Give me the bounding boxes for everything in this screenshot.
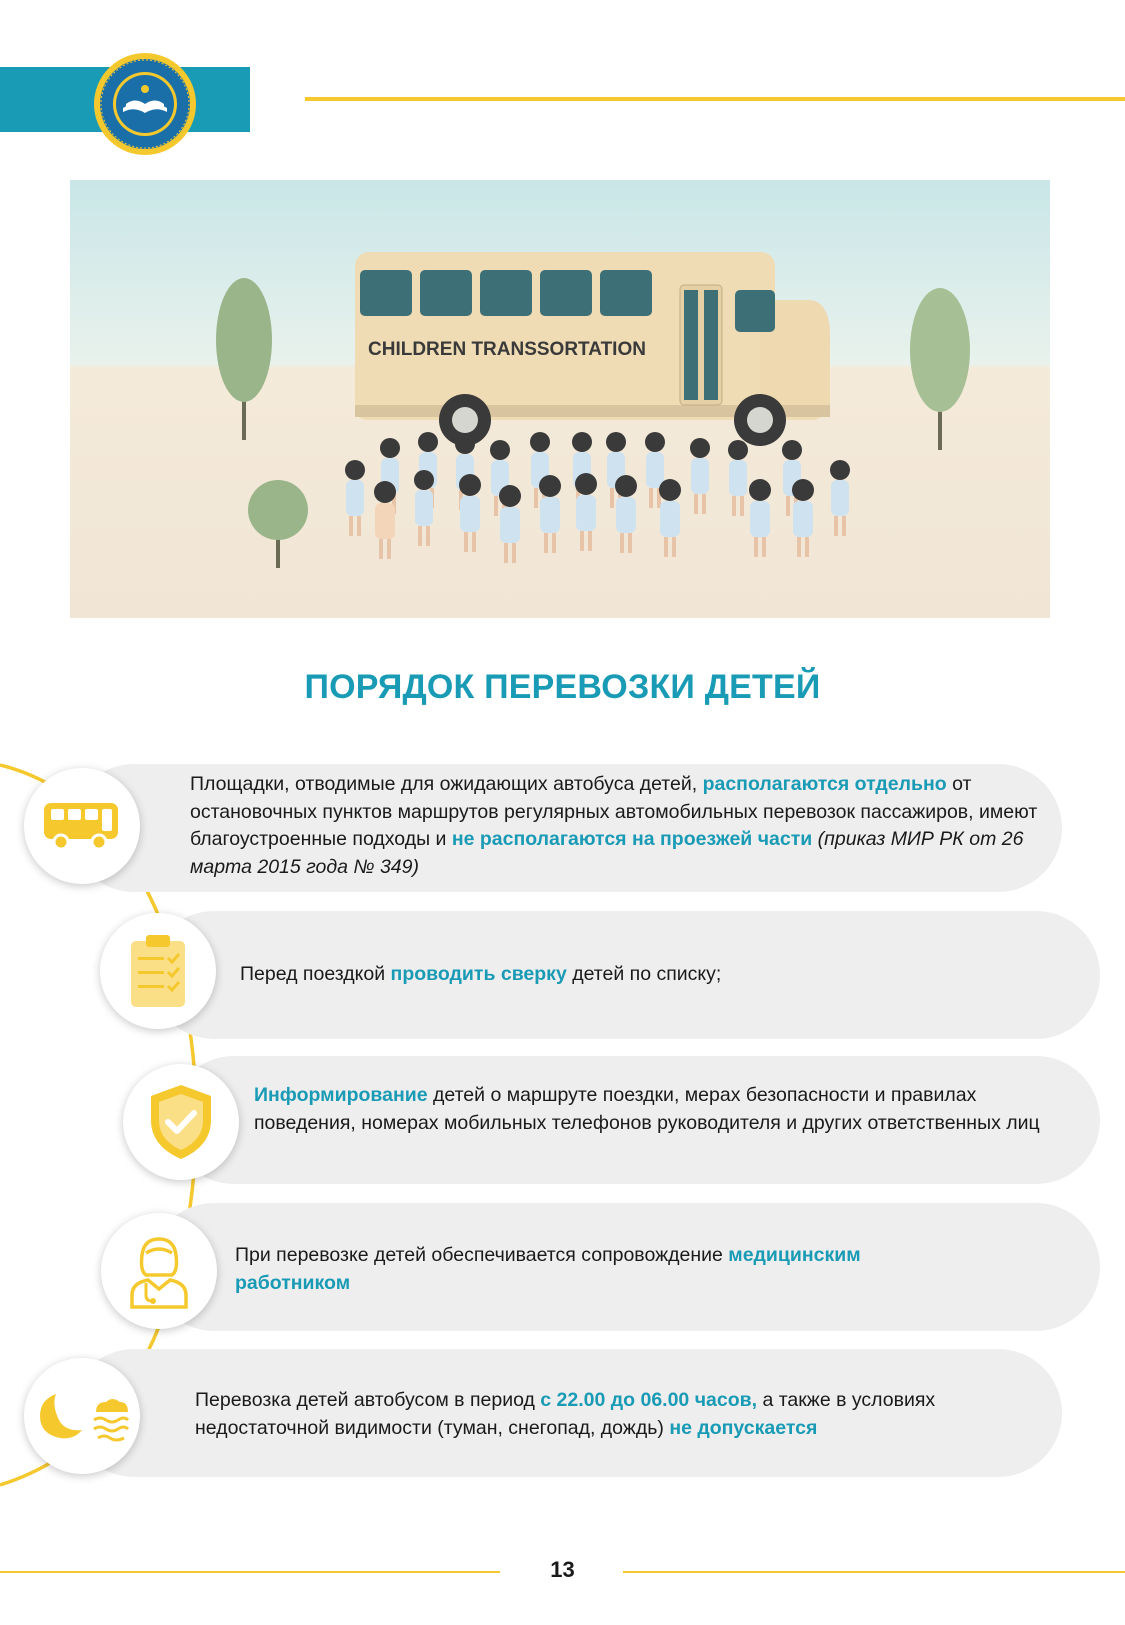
text-segment: Перед поездкой (240, 963, 391, 985)
hero-illustration (70, 180, 1050, 618)
header-divider (305, 97, 1125, 101)
order-reference: (приказ МИР РК от 26 марта 2015 года № 349) (190, 828, 1024, 878)
text-segment: от остановочных пунктов маршрутов регулярных автомобильных перевозок пассажиров, имеют благоустроенные подходы и (190, 773, 1038, 850)
info-text-night-ban (195, 1387, 985, 1442)
text-segment: Перевозка детей автобусом в период (195, 1389, 541, 1411)
highlight-text: медицинским работником (235, 1244, 861, 1294)
section-title: ПОРЯДОК ПЕРЕВОЗКИ ДЕТЕЙ (304, 668, 821, 706)
text-segment: детей о маршруте поездки, мерах безопасности и правилах поведения, номерах мобильных телефонов руководителя и других ответственных лиц (254, 1084, 1040, 1134)
checklist-icon (128, 933, 188, 1009)
highlight-text: не располагаются на проезжей части (451, 828, 813, 850)
text-segment: При перевозке детей обеспечивается сопровождение (235, 1244, 729, 1266)
shield-icon-badge (123, 1064, 239, 1180)
open-book-emblem-icon (93, 52, 197, 156)
text-segment: Площадки, отводимые для ожидающих автобуса детей, (190, 773, 703, 795)
highlight-text: располагаются отдельно (702, 773, 947, 795)
text-segment: а также в условиях недостаточной видимости (туман, снегопад, дождь) (195, 1389, 936, 1439)
bus-icon-badge (24, 768, 140, 884)
checklist-icon-badge (100, 913, 216, 1029)
info-text-list-check (240, 961, 1060, 989)
text-segment: детей по списку; (566, 963, 722, 985)
highlight-text: не допускается (669, 1416, 818, 1439)
info-text-informing (254, 1082, 1074, 1137)
highlight-text: с 22.00 до 06.00 часов, (540, 1389, 758, 1411)
page-number: 13 (550, 1557, 575, 1582)
highlight-text: проводить сверку (390, 963, 567, 985)
night-icon-badge (24, 1358, 140, 1474)
highlight-text: Информирование (254, 1084, 428, 1106)
night-fog-icon (34, 1388, 130, 1444)
info-text-waiting-area (190, 771, 1040, 881)
info-text-medical (235, 1242, 935, 1297)
bus-icon (42, 799, 122, 853)
bus-sign: CHILDREN TRANSSORTATION (368, 339, 646, 360)
medical-icon-badge (101, 1213, 217, 1329)
medical-worker-icon (126, 1233, 192, 1309)
shield-check-icon (146, 1082, 216, 1162)
